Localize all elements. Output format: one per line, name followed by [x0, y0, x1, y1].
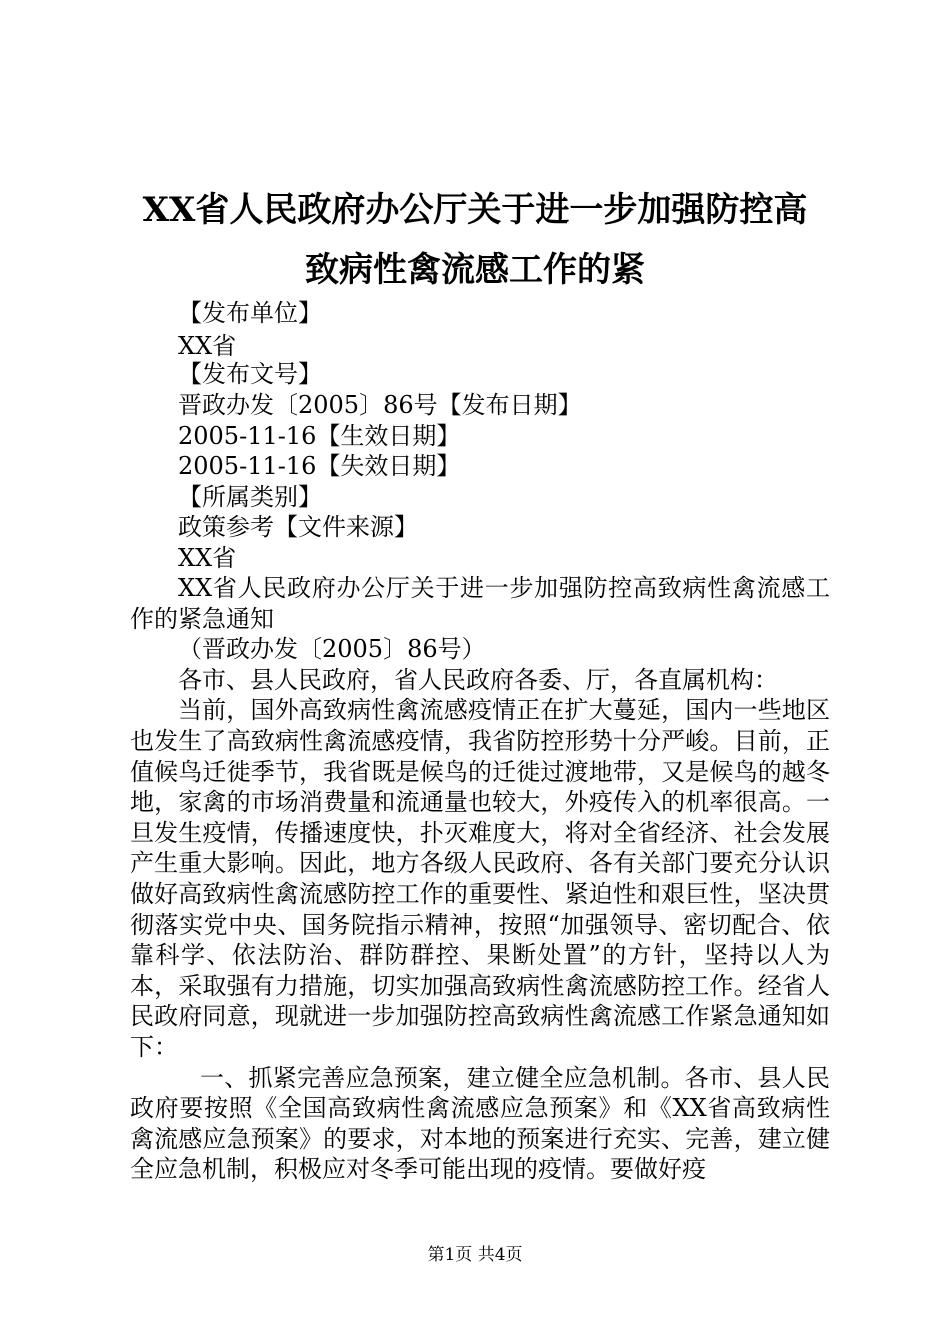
- notice-heading: XX省人民政府办公厅关于进一步加强防控高致病性禽流感工作的紧急通知: [130, 574, 830, 633]
- meta-publish-date: 2005-11-16【生效日期】: [178, 422, 461, 450]
- doc-number-line: （晋政办发〔2005〕86号）: [178, 635, 486, 664]
- document-title-line-1: XX省人民政府办公厅关于进一步加强防控高: [142, 190, 808, 230]
- meta-publisher-value: XX省: [178, 332, 237, 360]
- meta-category-label: 【所属类别】: [178, 483, 322, 511]
- document-title-line-2: 致病性禽流感工作的紧: [305, 250, 645, 290]
- paragraph-2: 一、抓紧完善应急预案，建立健全应急机制。各市、县人民政府要按照《全国高致病性禽流感应急预案》和《XX省高致病性禽流感应急预案》的要求，对本地的预案进行充实、完善，建立健全应急机制，积极应对冬季可能出现的疫情。要做好疫: [130, 1063, 830, 1184]
- meta-effective-date: 2005-11-16【失效日期】: [178, 452, 461, 480]
- meta-doc-number-label: 【发布文号】: [178, 360, 322, 388]
- meta-source-value: XX省: [178, 544, 237, 572]
- meta-doc-number-value: 晋政办发〔2005〕86号【发布日期】: [178, 391, 582, 419]
- page-footer: 第1页 共4页: [427, 1245, 523, 1265]
- salutation: 各市、县人民政府，省人民政府各委、厅，各直属机构：: [178, 665, 778, 694]
- document-body: [130, 573, 830, 1185]
- paragraph-1: 当前，国外高致病性禽流感疫情正在扩大蔓延，国内一些地区也发生了高致病性禽流感疫情，我省防控形势十分严峻。目前，正值候鸟迁徙季节，我省既是候鸟的迁徙过渡地带，又是候鸟的越冬地，家禽的市场消费量和流通量也较大，外疫传入的机率很高。一旦发生疫情，传播速度快，扑灭难度大，将对全省经济、社会发展产生重大影响。因此，地方各级人民政府、各有关部门要充分认识做好高致病性禽流感防控工作的重要性、紧迫性和艰巨性，坚决贯彻落实党中央、国务院指示精神，按照“加强领导、密切配合、依靠科学、依法防治、群防群控、果断处置”的方针，坚持以人为本，采取强有力措施，切实加强高致病性禽流感防控工作。经省人民政府同意，现就进一步加强防控高致病性禽流感工作紧急通知如下：: [130, 696, 830, 1061]
- meta-publisher-label: 【发布单位】: [178, 299, 322, 327]
- meta-category-value: 政策参考【文件来源】: [178, 513, 418, 541]
